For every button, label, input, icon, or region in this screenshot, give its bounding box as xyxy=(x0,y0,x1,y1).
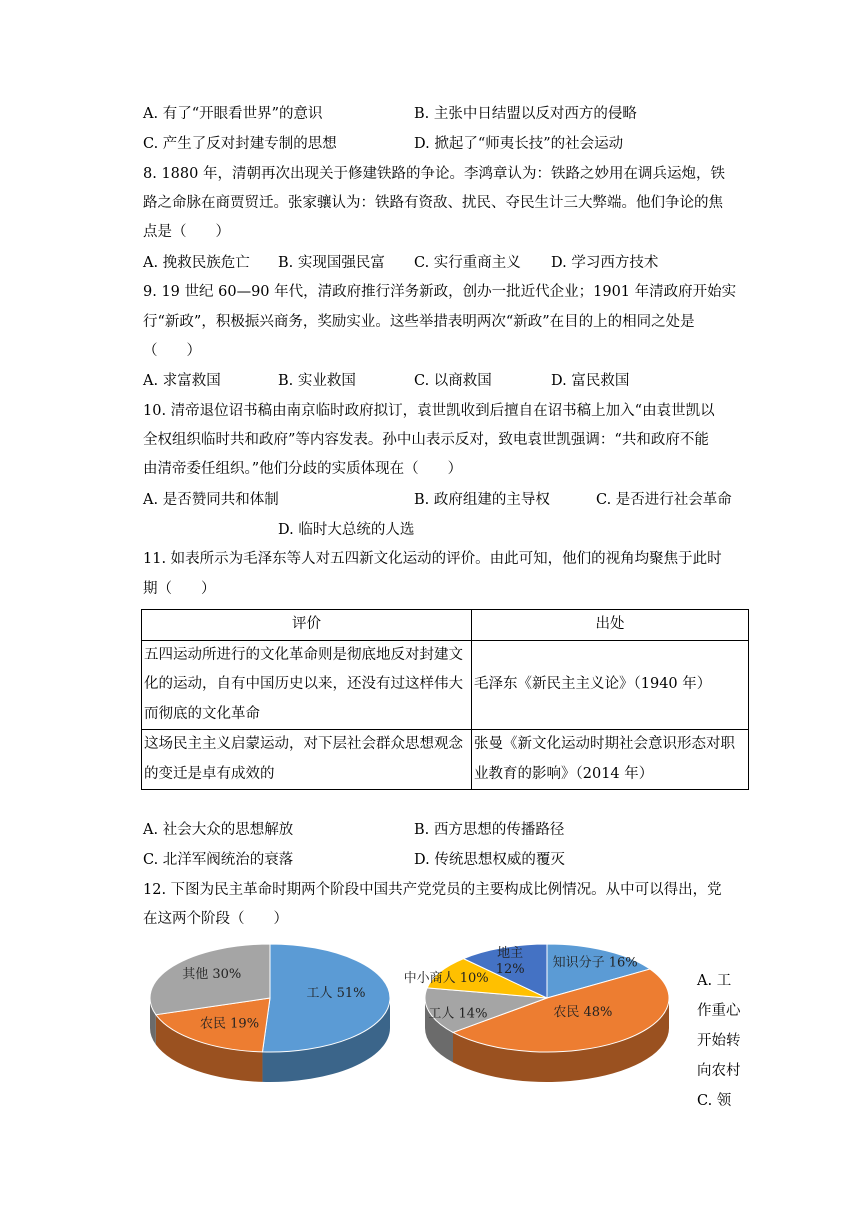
q11-option-d: D. 传统思想权威的覆灭 xyxy=(414,852,565,868)
q10-stem-line1: 10. 清帝退位诏书稿由南京临时政府拟订，袁世凯收到后擅自在诏书稿上加入“由袁世凯以 xyxy=(143,403,715,419)
table-cell-source: 张曼《新文化运动时期社会意识形态对职业教育的影响》（2014 年） xyxy=(472,730,749,790)
q7-option-d: D. 掀起了“师夷长技”的社会运动 xyxy=(414,136,624,152)
q11-option-a: A. 社会大众的思想解放 xyxy=(143,822,294,838)
q9-option-d: D. 富民救国 xyxy=(551,373,630,389)
q9-option-b: B. 实业救国 xyxy=(278,373,356,389)
pie-chart-stage2 xyxy=(403,940,682,1090)
pie-slice-label: 农民 19% xyxy=(200,1016,260,1032)
q8-option-d: D. 学习西方技术 xyxy=(551,255,659,271)
table-header-source: 出处 xyxy=(472,610,749,641)
pie-slice-label: 地主 xyxy=(497,945,524,961)
q10-option-b: B. 政府组建的主导权 xyxy=(414,492,550,508)
q11-stem-line1: 11. 如表所示为毛泽东等人对五四新文化运动的评价。由此可知，他们的视角均聚焦于此时 xyxy=(143,551,722,567)
evaluation-table xyxy=(141,609,749,790)
table-cell-source: 毛泽东《新民主主义论》（1940 年） xyxy=(472,640,749,730)
q10-stem-line2: 全权组织临时共和政府”等内容发表。孙中山表示反对，致电袁世凯强调：“共和政府不能 xyxy=(143,432,709,448)
q10-stem-line3: 由清帝委任组织。”他们分歧的实质体现在（ ） xyxy=(143,461,463,477)
q8-option-c: C. 实行重商主义 xyxy=(414,255,521,271)
q11-option-c: C. 北洋军阀统治的衰落 xyxy=(143,852,294,868)
q10-option-c: C. 是否进行社会革命 xyxy=(596,492,732,508)
pie-slice-label: 工人 51% xyxy=(306,985,366,1001)
q9-stem-line2: 行“新政”，积极振兴商务，奖励实业。这些举措表明两次“新政”在目的上的相同之处是 xyxy=(143,314,695,330)
q12-side-line: A. 工 xyxy=(697,973,732,989)
pie-chart-stage1 xyxy=(145,940,405,1090)
q8-stem-line3: 点是（ ） xyxy=(143,224,230,240)
q9-option-a: A. 求富救国 xyxy=(143,373,221,389)
q12-stem-line2: 在这两个阶段（ ） xyxy=(143,911,288,927)
q7-option-a: A. 有了“开眼看世界”的意识 xyxy=(143,106,323,122)
q9-stem-line1: 9. 19 世纪 60—90 年代，清政府推行洋务新政，创办一批近代企业；1901 年清政府开始实 xyxy=(143,284,737,300)
q12-stem-line1: 12. 下图为民主革命时期两个阶段中国共产党党员的主要构成比例情况。从中可以得出，党 xyxy=(143,882,722,898)
q12-side-line: 作重心 xyxy=(697,1003,741,1019)
q12-side-line: 向农村 xyxy=(697,1063,741,1079)
table-cell-evaluation: 这场民主主义启蒙运动，对下层社会群众思想观念的变迁是卓有成效的 xyxy=(142,730,472,790)
q7-option-b: B. 主张中日结盟以反对西方的侵略 xyxy=(414,106,637,122)
pie-slice-label: 其他 30% xyxy=(182,966,242,982)
q12-side-line: 开始转 xyxy=(697,1033,741,1049)
table-cell-evaluation: 五四运动所进行的文化革命则是彻底地反对封建文化的运动，自有中国历史以来，还没有过这样伟大而彻底的文化革命 xyxy=(142,640,472,730)
pie-slice-label: 知识分子 16% xyxy=(552,955,638,971)
pie-slice-label: 12% xyxy=(495,961,525,977)
q12-side-line: C. 领 xyxy=(697,1093,732,1109)
q8-option-b: B. 实现国强民富 xyxy=(278,255,385,271)
q9-option-c: C. 以商救国 xyxy=(414,373,492,389)
table-row xyxy=(142,730,749,790)
table-row xyxy=(142,640,749,730)
q10-option-a: A. 是否赞同共和体制 xyxy=(143,492,279,508)
q11-option-b: B. 西方思想的传播路径 xyxy=(414,822,565,838)
q8-option-a: A. 挽救民族危亡 xyxy=(143,255,250,271)
pie-slice-label: 中小商人 10% xyxy=(403,970,489,986)
table-header-row xyxy=(142,610,749,641)
q10-option-d: D. 临时大总统的人选 xyxy=(278,522,415,538)
table-header-evaluation: 评价 xyxy=(142,610,472,641)
q9-stem-line3: （ ） xyxy=(143,343,201,359)
q7-option-c: C. 产生了反对封建专制的思想 xyxy=(143,136,337,152)
pie-slice-label: 工人 14% xyxy=(428,1006,488,1022)
pie-slice-label: 农民 48% xyxy=(553,1004,613,1020)
q11-stem-line2: 期（ ） xyxy=(143,581,216,597)
q8-stem-line1: 8. 1880 年，清朝再次出现关于修建铁路的争论。李鸿章认为：铁路之妙用在调兵运炮，铁 xyxy=(143,166,725,182)
q8-stem-line2: 路之命脉在商贾贸迁。张家骧认为：铁路有资敌、扰民、夺民生计三大弊端。他们争论的焦 xyxy=(143,195,723,211)
